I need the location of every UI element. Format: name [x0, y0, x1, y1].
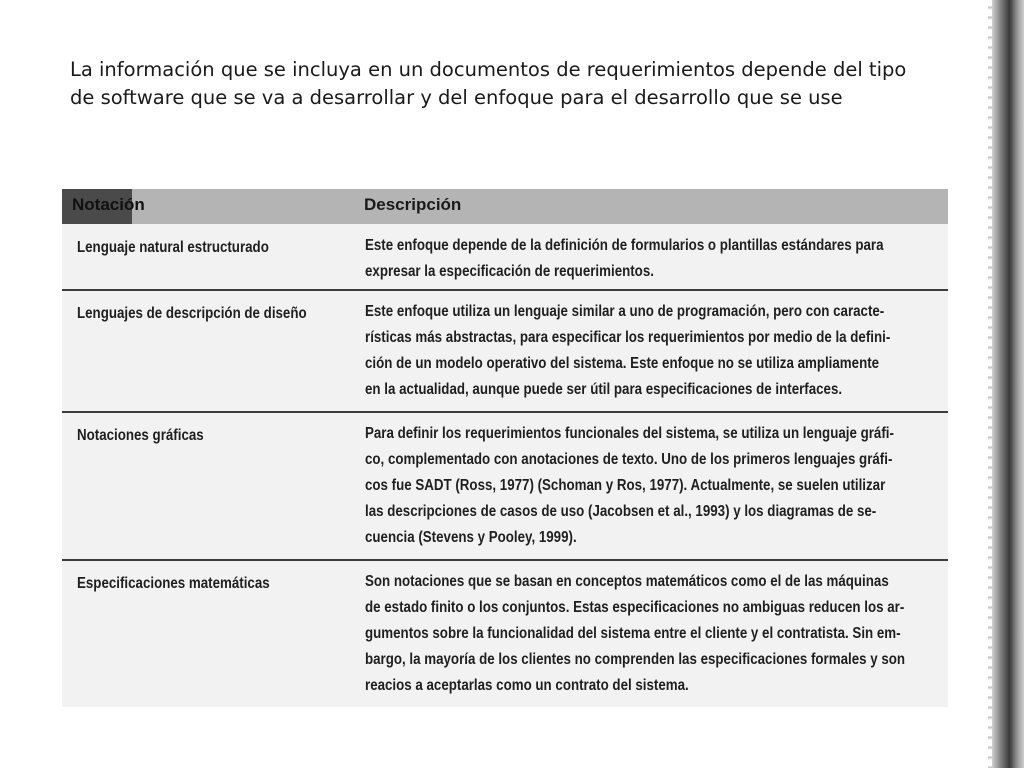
- row-divider: [62, 411, 948, 413]
- description-line: co, complementado con anotaciones de texto. Uno de los primeros lenguajes gráfi-: [365, 451, 893, 468]
- notation-table-image: [62, 189, 948, 707]
- description-line: bargo, la mayoría de los clientes no comprenden las especificaciones formales y son: [365, 651, 906, 668]
- description-line: cos fue SADT (Ross, 1977) (Schoman y Ros, 1977). Actualmente, se suelen utilizar: [365, 477, 886, 494]
- row-notation: Especificaciones matemáticas: [77, 575, 270, 592]
- slide-title-line-2: de software que se va a desarrollar y del enfoque para el desarrollo que se use: [70, 86, 843, 109]
- row-description: [365, 299, 933, 403]
- table-header: [62, 189, 948, 224]
- description-line: gumentos sobre la funcionalidad del sistema entre el cliente y el contratista. Sin em-: [365, 625, 901, 642]
- description-line: Este enfoque utiliza un lenguaje similar a uno de programación, pero con caracte-: [365, 303, 885, 320]
- slide-title-line-1: La información que se incluya en un documentos de requerimientos depende del tipo: [70, 58, 907, 81]
- description-line: Este enfoque depende de la definición de formularios o plantillas estándares para: [365, 237, 884, 254]
- row-notation: Notaciones gráficas: [77, 427, 204, 444]
- slide-border-decoration: [992, 0, 1024, 768]
- row-notation: Lenguajes de descripción de diseño: [77, 305, 307, 322]
- description-line: Para definir los requerimientos funcionales del sistema, se utiliza un lenguaje gráfi-: [365, 425, 894, 442]
- description-line: rísticas más abstractas, para especificar los requerimientos por medio de la defini-: [365, 329, 891, 346]
- row-divider: [62, 559, 948, 561]
- description-line: reacios a aceptarlas como un contrato del sistema.: [365, 677, 689, 694]
- row-description: [365, 569, 933, 699]
- description-line: de estado finito o los conjuntos. Estas especificaciones no ambiguas reducen los ar-: [365, 599, 905, 616]
- description-line: expresar la especificación de requerimientos.: [365, 263, 654, 280]
- row-description: [365, 421, 933, 551]
- header-description: Descripción: [364, 195, 462, 214]
- row-description: [365, 233, 933, 285]
- description-line: en la actualidad, aunque puede ser útil para especificaciones de interfaces.: [365, 381, 843, 398]
- description-line: ción de un modelo operativo del sistema. Este enfoque no se utiliza ampliamente: [365, 355, 880, 372]
- header-notation: Notación: [72, 195, 145, 214]
- row-divider: [62, 289, 948, 291]
- description-line: las descripciones de casos de uso (Jacobsen et al., 1993) y los diagramas de se-: [365, 503, 877, 520]
- row-notation: Lenguaje natural estructurado: [77, 239, 269, 256]
- description-line: Son notaciones que se basan en conceptos matemáticos como el de las máquinas: [365, 573, 889, 590]
- description-line: cuencia (Stevens y Pooley, 1999).: [365, 529, 577, 546]
- slide-title: [70, 56, 970, 112]
